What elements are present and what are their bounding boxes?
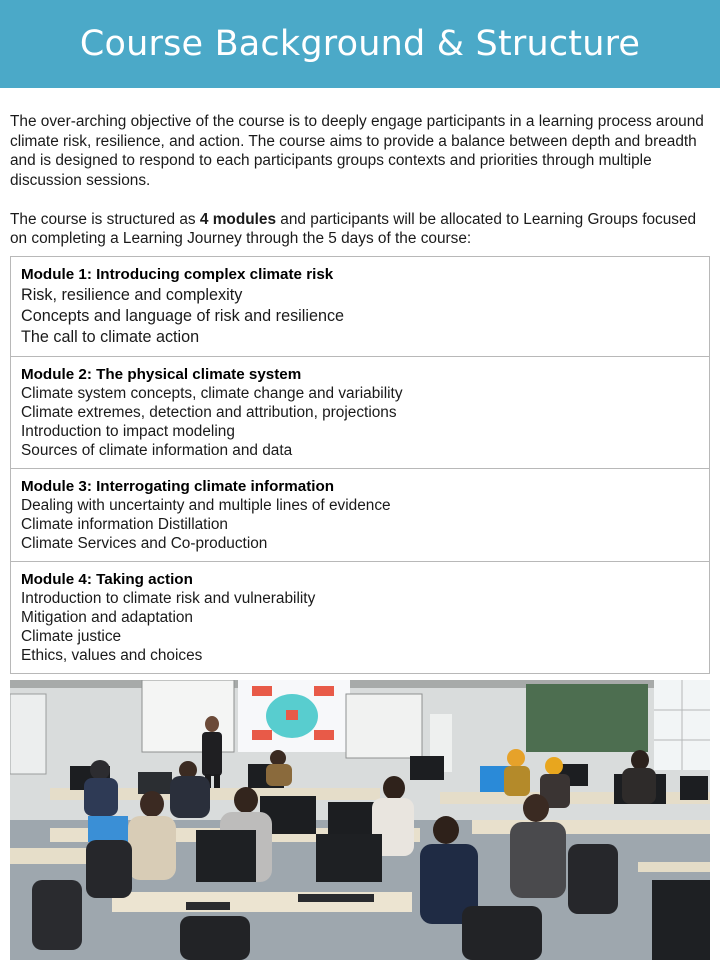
module-title: Module 2: The physical climate system xyxy=(21,366,302,383)
classroom-photo-illustration xyxy=(10,680,710,960)
module-item: The call to climate action xyxy=(21,328,200,346)
classroom-photo xyxy=(10,680,710,960)
module-title: Module 4: Taking action xyxy=(21,571,193,588)
intro-paragraph-2-prefix: The course is structured as xyxy=(10,210,200,228)
module-item: Climate information Distillation xyxy=(21,516,228,533)
module-item: Climate justice xyxy=(21,628,122,645)
module-item: Introduction to climate risk and vulnerability xyxy=(21,590,316,607)
module-1 xyxy=(11,257,709,357)
module-item: Concepts and language of risk and resilience xyxy=(21,307,345,325)
intro-modules-count: 4 modules xyxy=(199,210,277,228)
intro-paragraph-2-suffix: and participants will be allocated to Learning Groups focused on completing a Learning Journey through the 5 days of the course: xyxy=(10,210,697,247)
module-2 xyxy=(11,357,709,469)
module-4 xyxy=(11,562,709,673)
module-3 xyxy=(11,469,709,562)
module-item: Climate extremes, detection and attribution, projections xyxy=(21,404,397,421)
module-item: Climate system concepts, climate change and variability xyxy=(21,385,403,402)
module-item: Introduction to impact modeling xyxy=(21,423,235,440)
module-item: Climate Services and Co-production xyxy=(21,535,268,552)
modules-table xyxy=(10,256,710,674)
module-title: Module 1: Introducing complex climate risk xyxy=(21,266,334,283)
intro-paragraph-1: The over-arching objective of the course is to deeply engage participants in a learning process around climate risk, resilience, and action. The course aims to provide a balance between depth and breadth and is designed to respond to each participants groups contexts and priorities through multiple discussion sessions. xyxy=(10,113,704,189)
module-item: Sources of climate information and data xyxy=(21,442,293,459)
module-item: Ethics, values and choices xyxy=(21,647,203,664)
module-item: Mitigation and adaptation xyxy=(21,609,193,626)
module-title: Module 3: Interrogating climate information xyxy=(21,478,335,495)
intro-text xyxy=(10,112,710,249)
module-item: Risk, resilience and complexity xyxy=(21,286,243,304)
title-banner xyxy=(0,0,720,88)
page-title: Course Background & Structure xyxy=(79,24,641,64)
module-item: Dealing with uncertainty and multiple lines of evidence xyxy=(21,497,391,514)
intro-paragraph-2 xyxy=(10,210,710,249)
